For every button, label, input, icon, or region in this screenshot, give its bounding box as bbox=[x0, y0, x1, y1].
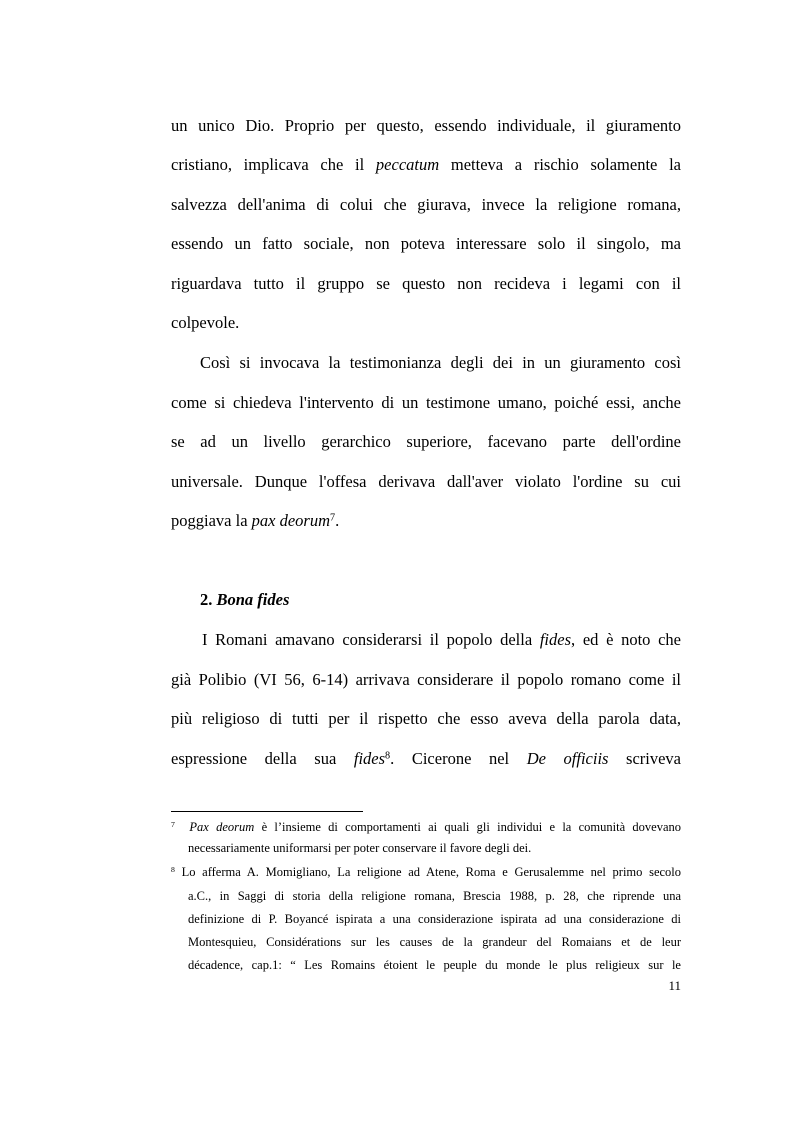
section-title: Bona fides bbox=[216, 590, 290, 609]
section-heading: 2. Bona fides bbox=[200, 590, 290, 609]
footnote-ref[interactable]: 8 bbox=[385, 750, 391, 762]
body-line: un unico Dio. Proprio per questo, essendo individuale, il giuramento bbox=[171, 116, 681, 135]
footnote-7: $^7$ Pax deorum è l’insieme di comportamenti ai quali gli individui e la comunità dovevano bbox=[171, 819, 682, 834]
italic-term: fides bbox=[539, 630, 572, 649]
footnote-line: definizione di P. Boyancé ispirata a una considerazione ispirata ad una considerazione di bbox=[188, 912, 681, 926]
footnote-separator bbox=[171, 811, 363, 812]
body-line: colpevole. bbox=[171, 313, 240, 332]
italic-term: De officiis bbox=[526, 749, 609, 768]
page-number: 11 bbox=[668, 978, 681, 993]
body-line: universale. Dunque l'offesa derivava dall'aver violato l'ordine su cui bbox=[171, 472, 681, 491]
italic-term: peccatum bbox=[375, 155, 440, 174]
body-line: se ad un livello gerarchico superiore, facevano parte dell'ordine bbox=[171, 432, 681, 451]
footnote-8: $^8$ Lo afferma A. Momigliano, La religione ad Atene, Roma e Gerusalemme nel primo secolo bbox=[171, 864, 682, 879]
footnote-number: 8 bbox=[171, 864, 175, 874]
body-line: più religioso di tutti per il rispetto che esso aveva della parola data, bbox=[171, 709, 681, 728]
body-line: come si chiedeva l'intervento di un testimone umano, poiché essi, anche bbox=[171, 393, 681, 412]
body-line: espressione della sua fides$^8$. Cicerone nel De officiis scriveva bbox=[171, 749, 681, 768]
body-line: I Romani amavano considerarsi il popolo della fides, ed è noto che bbox=[202, 630, 681, 649]
body-line: già Polibio (VI 56, 6-14) arrivava considerare il popolo romano come il bbox=[171, 670, 681, 689]
italic-term: Pax deorum bbox=[189, 820, 255, 834]
body-line: poggiava la pax deorum$^7$. bbox=[171, 511, 340, 530]
italic-term: pax deorum bbox=[251, 511, 330, 530]
body-line: cristiano, implicava che il peccatum metteva a rischio solamente la bbox=[171, 155, 681, 174]
body-line: salvezza dell'anima di colui che giurava, invece la religione romana, bbox=[171, 195, 681, 214]
footnote-number: 7 bbox=[171, 819, 175, 829]
italic-term: fides bbox=[353, 749, 386, 768]
body-line: Così si invocava la testimonianza degli dei in un giuramento così bbox=[200, 353, 681, 372]
footnote-line: Montesquieu, Considérations sur les causes de la grandeur del Romaians et de leur bbox=[188, 935, 681, 949]
footnote-line: necessariamente uniformarsi per poter conservare il favore degli dei. bbox=[188, 841, 532, 855]
body-line: riguardava tutto il gruppo se questo non recideva i legami con il bbox=[171, 274, 681, 293]
footnote-ref[interactable]: 7 bbox=[330, 512, 336, 524]
footnote-line: a.C., in Saggi di storia della religione romana, Brescia 1988, p. 28, che riprende una bbox=[188, 889, 681, 903]
footnote-line: décadence, cap.1: “ Les Romains étoient le peuple du monde le plus religieux sur le bbox=[188, 958, 681, 972]
body-line: essendo un fatto sociale, non poteva interessare solo il singolo, ma bbox=[171, 234, 681, 253]
